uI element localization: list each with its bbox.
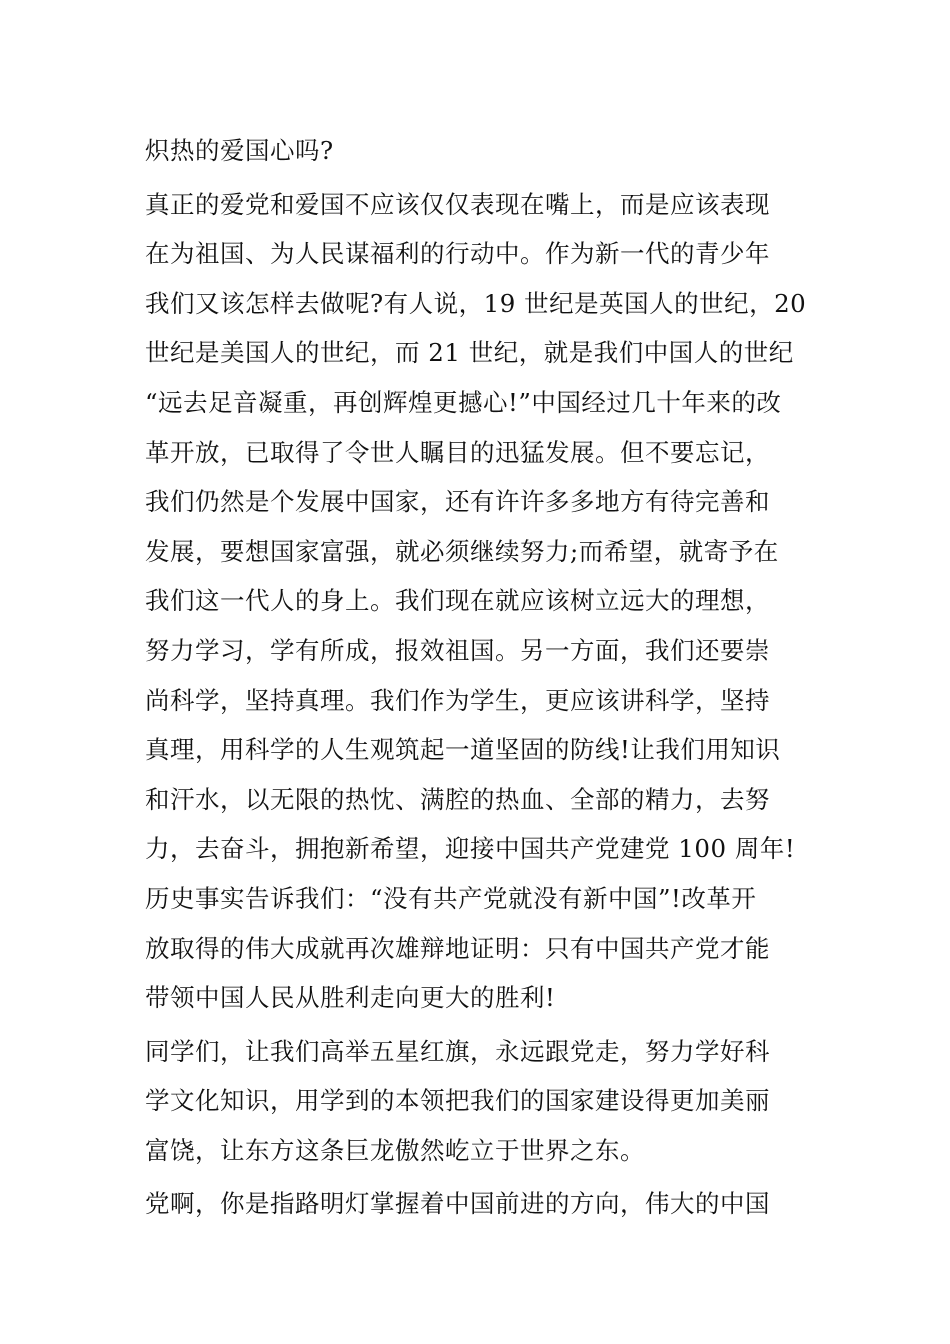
paragraph-3: 同学们，让我们高举五星红旗，永远跟党走，努力学好科 学文化知识，用学到的本领把我们的国家建设得更加美丽 富饶，让东方这条巨龙傲然屹立于世界之东。 <box>145 1036 770 1165</box>
paragraph-1: 炽热的爱国心吗? <box>145 136 334 165</box>
paragraph-2: 真正的爱党和爱国不应该仅仅表现在嘴上，而是应该表现 在为祖国、为人民谋福利的行动中。作为新一代的青少年 我们又该怎样去做呢?有人说，19 世纪是英国人的世纪，20 世纪是美国人的世纪，而 21 世纪，就是我们中国人的世纪 “远去足音凝重，再创辉煌更撼心!”中国经过几十年来的改 革开放，已取得了令世人瞩目的迅猛发展。但不要忘记， 我们仍然是个发展中国家，还有许许多多地方有待完善和 发展，要想国家富强，就必须继续努力;而希望，就寄予在 我们这一代人的身上。我们现在就应该树立远大的理想， 努力学习，学有所成，报效祖国。另一方面，我们还要崇 尚科学，坚持真理。我们作为学生，更应该讲科学，坚持 真理，用科学的人生观筑起一道坚固的防线!让我们用知识 和汗水，以无限的热忱、满腔的热血、全部的精力，去努 力，去奋斗，拥抱新希望，迎接中国共产党建党 100 周年! 历史事实告诉我们：“没有共产党就没有新中国”!改革开 放取得的伟大成就再次雄辩地证明：只有中国共产党才能 带领中国人民从胜利走向更大的胜利! <box>145 189 807 1013</box>
paragraph-4: 党啊，你是指路明灯掌握着中国前进的方向，伟大的中国 <box>145 1189 770 1219</box>
document-body <box>145 126 810 1233</box>
